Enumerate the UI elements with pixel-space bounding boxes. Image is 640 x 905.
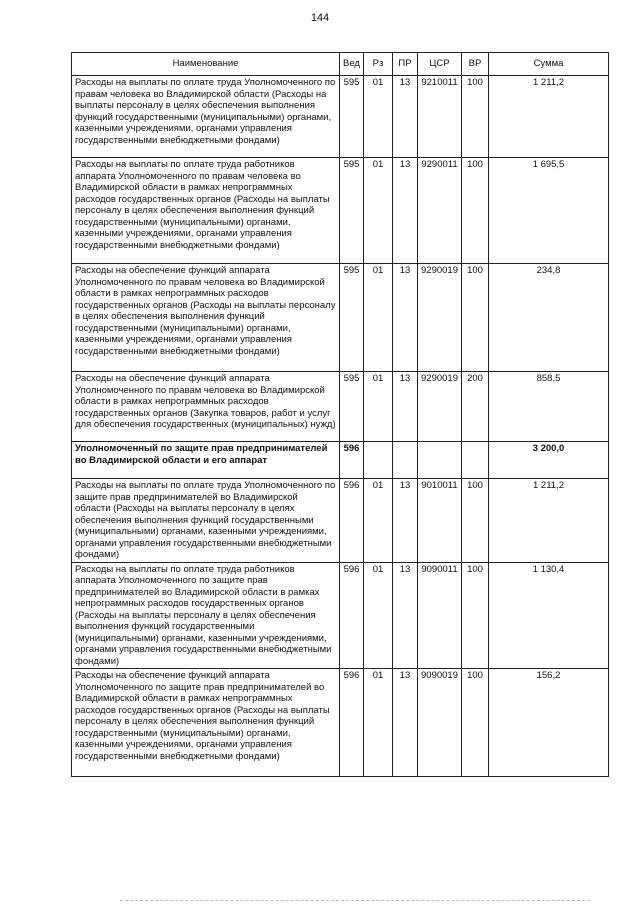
- row-name: Расходы на обеспечение функций аппарата Уполномоченного по защите прав предпринимателей во Владимирской области в рамках непрограммных расходов государственных органов (Расходы на выплаты персоналу в целях обеспечения выполнения функций государственными (муниципальными) органами, казенными учреждениями, органами управления государственными внебюджетными фондами): [72, 669, 340, 777]
- row-ved: 596: [340, 442, 364, 479]
- row-rz: 01: [364, 562, 393, 669]
- table-row: [72, 562, 609, 669]
- row-sum: 234,8: [489, 264, 609, 372]
- row-ved: 595: [340, 76, 364, 158]
- budget-table: [71, 52, 609, 777]
- row-csr: 9290019: [418, 264, 462, 372]
- row-pr: 13: [393, 76, 418, 158]
- row-ved: 595: [340, 158, 364, 264]
- row-vr: 200: [462, 372, 489, 442]
- row-csr: [418, 442, 462, 479]
- row-sum: 1 211,2: [489, 76, 609, 158]
- row-vr: 100: [462, 76, 489, 158]
- page-number: 144: [310, 12, 330, 24]
- row-vr: 100: [462, 158, 489, 264]
- row-name: Расходы на обеспечение функций аппарата Уполномоченного по правам человека во Владимирской области в рамках непрограммных расходов государственных органов (Закупка товаров, работ и услуг для обеспечения государственных (муниципальных) нужд): [72, 372, 340, 442]
- header-csr: ЦСР: [418, 53, 462, 76]
- row-csr: 9290011: [418, 158, 462, 264]
- row-pr: 13: [393, 669, 418, 777]
- row-rz: 01: [364, 669, 393, 777]
- row-ved: 596: [340, 669, 364, 777]
- row-vr: 100: [462, 669, 489, 777]
- row-ved: 596: [340, 479, 364, 563]
- row-sum: 3 200,0: [489, 442, 609, 479]
- row-ved: 595: [340, 264, 364, 372]
- header-sum: Сумма: [489, 53, 609, 76]
- row-pr: 13: [393, 479, 418, 563]
- row-vr: 100: [462, 562, 489, 669]
- table-row: [72, 442, 609, 479]
- table-row: [72, 372, 609, 442]
- row-sum: 1 130,4: [489, 562, 609, 669]
- row-name: Расходы на выплаты по оплате труда Уполномоченного по защите прав предпринимателей во Владимирской области (Расходы на выплаты персоналу в целях обеспечения выполнения функций государственными (муниципальными) органами, казенными учреждениями, органами управления государственными внебюджетными фондами): [72, 479, 340, 563]
- header-vr: ВР: [462, 53, 489, 76]
- row-ved: 595: [340, 372, 364, 442]
- table-header-row: [72, 53, 609, 76]
- table-row: [72, 264, 609, 372]
- row-pr: 13: [393, 264, 418, 372]
- row-name: Расходы на обеспечение функций аппарата Уполномоченного по правам человека во Владимирской области в рамках непрограммных расходов государственных органов (Расходы на выплаты персоналу в целях обеспечения выполнения функций государственными (муниципальными) органами, казенными учреждениями, органами управления государственными внебюджетными фондами): [72, 264, 340, 372]
- row-rz: 01: [364, 76, 393, 158]
- table-row: [72, 76, 609, 158]
- row-vr: 100: [462, 264, 489, 372]
- row-csr: 9210011: [418, 76, 462, 158]
- row-pr: [393, 442, 418, 479]
- row-sum: 1 695,5: [489, 158, 609, 264]
- row-rz: [364, 442, 393, 479]
- row-name: Расходы на выплаты по оплате труда работников аппарата Уполномоченного по защите прав предпринимателей во Владимирской области в рамках непрограммных расходов государственных органов (Расходы на выплаты персоналу в целях обеспечения выполнения функций государственными (муниципальными) органами, казенными учреждениями, органами управления государственными внебюджетными фондами): [72, 562, 340, 669]
- row-vr: 100: [462, 479, 489, 563]
- header-ved: Вед: [340, 53, 364, 76]
- row-pr: 13: [393, 562, 418, 669]
- row-sum: 1 211,2: [489, 479, 609, 563]
- row-csr: 9090011: [418, 562, 462, 669]
- row-sum: 156,2: [489, 669, 609, 777]
- table-row: [72, 479, 609, 563]
- row-csr: 9090019: [418, 669, 462, 777]
- row-rz: 01: [364, 372, 393, 442]
- row-name: Расходы на выплаты по оплате труда Уполномоченного по правам человека во Владимирской области (Расходы на выплаты персоналу в целях обеспечения выполнения функций государственными (муниципальными) органами, казенными учреждениями, органами управления государственными внебюджетными фондами): [72, 76, 340, 158]
- row-sum: 858,5: [489, 372, 609, 442]
- row-vr: [462, 442, 489, 479]
- row-ved: 596: [340, 562, 364, 669]
- scan-edge-line: [120, 900, 590, 901]
- row-csr: 9290019: [418, 372, 462, 442]
- row-rz: 01: [364, 479, 393, 563]
- header-rz: Рз: [364, 53, 393, 76]
- header-name: Наименование: [72, 53, 340, 76]
- row-pr: 13: [393, 372, 418, 442]
- header-pr: ПР: [393, 53, 418, 76]
- table-row: [72, 669, 609, 777]
- row-name: Расходы на выплаты по оплате труда работников аппарата Уполномоченного по правам человека во Владимирской области в рамках непрограммных расходов государственных органов (Расходы на выплаты персоналу в целях обеспечения выполнения функций государственными (муниципальными) органами, казенными учреждениями, органами управления государственными внебюджетными фондами): [72, 158, 340, 264]
- row-name: Уполномоченный по защите прав предпринимателей во Владимирской области и его аппарат: [72, 442, 340, 479]
- row-csr: 9010011: [418, 479, 462, 563]
- row-rz: 01: [364, 264, 393, 372]
- row-rz: 01: [364, 158, 393, 264]
- table-row: [72, 158, 609, 264]
- row-pr: 13: [393, 158, 418, 264]
